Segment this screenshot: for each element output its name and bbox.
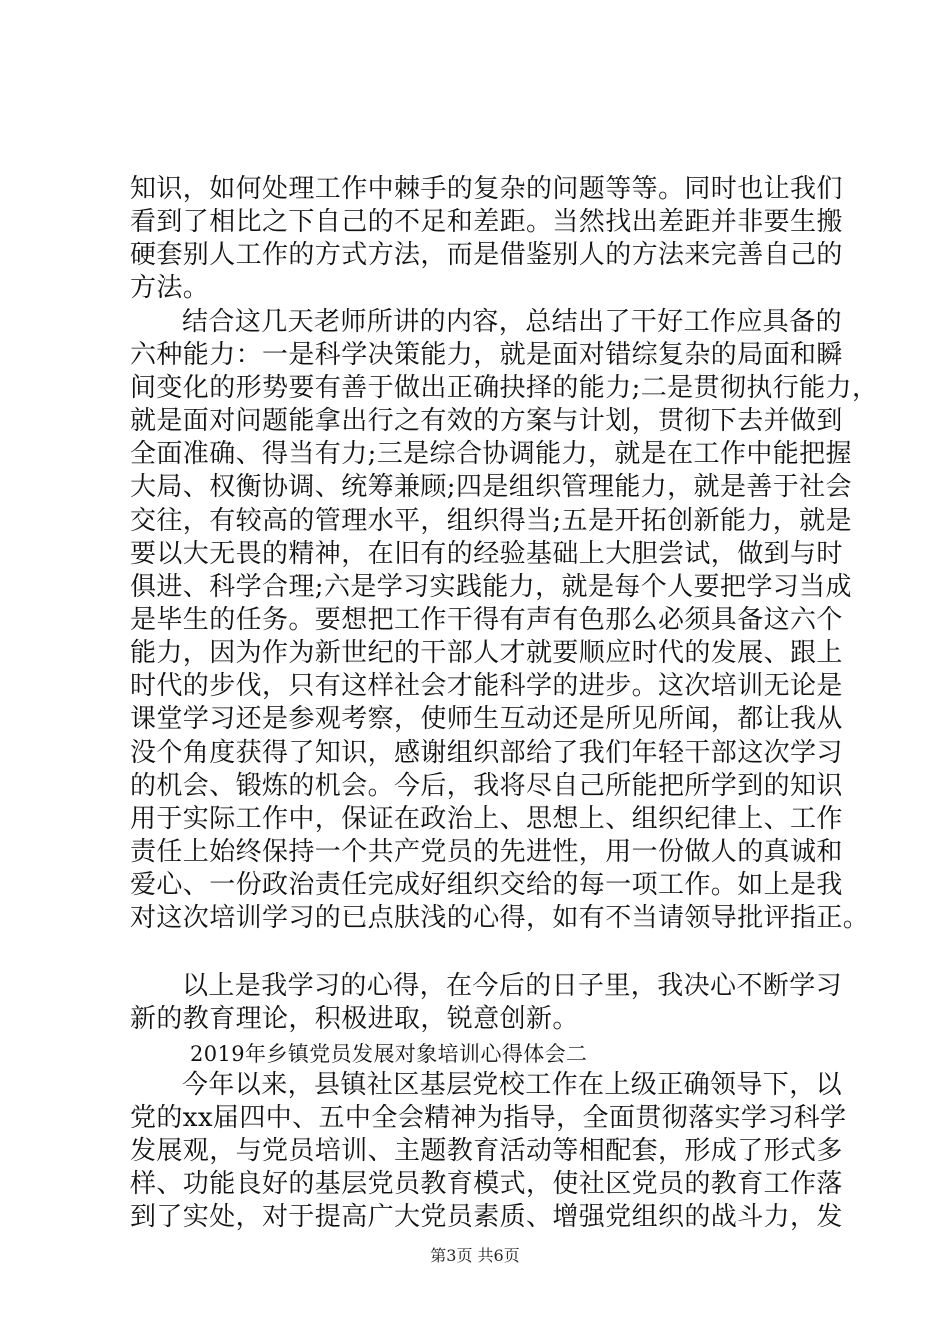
page-number-footer: 第3页 共6页 xyxy=(430,1246,520,1265)
body-line: 发展观，与党员培训、主题教育活动等相配套，形成了形式多 xyxy=(130,1136,843,1166)
body-line: 大局、权衡协调、统筹兼顾;四是组织管理能力，就是善于社会 xyxy=(130,472,852,502)
body-line: 样、功能良好的基层党员教育模式，使社区党员的教育工作落 xyxy=(130,1169,843,1199)
body-line: 没个角度获得了知识，感谢组织部给了我们年轻干部这次学习 xyxy=(130,738,843,768)
body-line: 全面准确、得当有力;三是综合协调能力，就是在工作中能把握 xyxy=(130,439,852,469)
body-line: 对这次培训学习的已点肤浅的心得，如有不当请领导批评指正。 xyxy=(130,903,870,933)
body-line: 到了实处，对于提高广大党员素质、增强党组织的战斗力，发 xyxy=(130,1202,843,1232)
body-line: 六种能力：一是科学决策能力，就是面对错综复杂的局面和瞬 xyxy=(130,340,843,370)
body-line: 是毕生的任务。要想把工作干得有声有色那么必须具备这六个 xyxy=(130,605,843,635)
body-line: 课堂学习还是参观考察，使师生互动还是所见所闻，都让我从 xyxy=(130,704,843,734)
body-line: 间变化的形势要有善于做出正确抉择的能力;二是贯彻执行能力， xyxy=(130,373,879,403)
body-line: 新的教育理论，积极进取，锐意创新。 xyxy=(130,1004,579,1034)
body-line: 党的xx届四中、五中全会精神为指导，全面贯彻落实学习科学 xyxy=(130,1103,847,1133)
body-line: 能力，因为作为新世纪的干部人才就要顺应时代的发展、跟上 xyxy=(130,638,843,668)
body-line: 要以大无畏的精神，在旧有的经验基础上大胆尝试，做到与时 xyxy=(130,539,843,569)
paragraph-start-line: 今年以来，县镇社区基层党校工作在上级正确领导下，以 xyxy=(182,1070,843,1100)
body-line: 爱心、一份政治责任完成好组织交给的每一项工作。如上是我 xyxy=(130,870,843,900)
body-line: 看到了相比之下自己的不足和差距。当然找出差距并非要生搬 xyxy=(130,207,843,237)
section-title: 2019年乡镇党员发展对象培训心得体会二 xyxy=(190,1042,588,1066)
paragraph-start-line: 以上是我学习的心得，在今后的日子里，我决心不断学习 xyxy=(182,971,843,1001)
body-line: 就是面对问题能拿出行之有效的方案与计划，贯彻下去并做到 xyxy=(130,406,843,436)
body-line: 用于实际工作中，保证在政治上、思想上、组织纪律上、工作 xyxy=(130,804,843,834)
body-line: 俱进、科学合理;六是学习实践能力，就是每个人要把学习当成 xyxy=(130,572,852,602)
body-line: 硬套别人工作的方式方法，而是借鉴别人的方法来完善自己的 xyxy=(130,240,843,270)
body-line: 责任上始终保持一个共产党员的先进性，用一份做人的真诚和 xyxy=(130,837,843,867)
body-line: 方法。 xyxy=(130,273,210,303)
body-line: 知识，如何处理工作中棘手的复杂的问题等等。同时也让我们 xyxy=(130,174,843,204)
paragraph-start-line: 结合这几天老师所讲的内容，总结出了干好工作应具备的 xyxy=(182,307,843,337)
body-line: 时代的步伐，只有这样社会才能科学的进步。这次培训无论是 xyxy=(130,671,843,701)
body-line: 的机会、锻炼的机会。今后，我将尽自己所能把所学到的知识 xyxy=(130,771,843,801)
body-line: 交往，有较高的管理水平，组织得当;五是开拓创新能力，就是 xyxy=(130,506,852,536)
